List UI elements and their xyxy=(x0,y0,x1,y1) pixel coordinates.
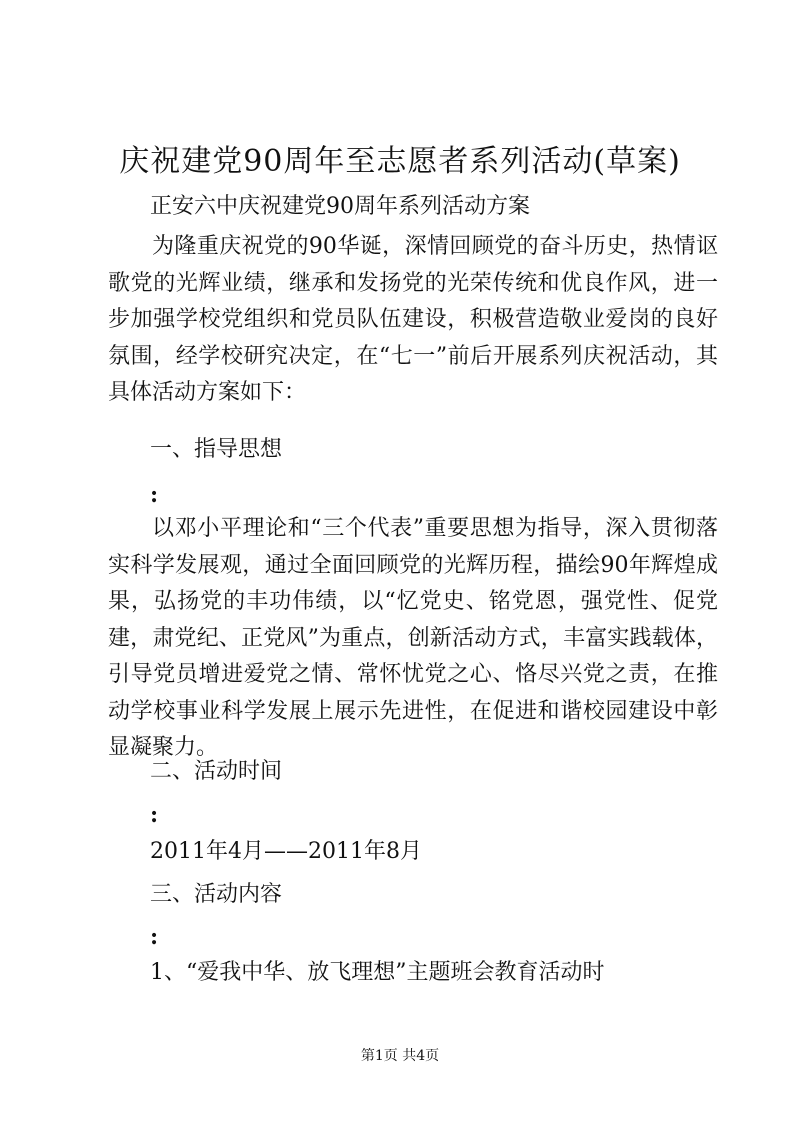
section-heading-guiding-ideology: 一、指导思想 xyxy=(150,437,283,462)
document-title: 庆祝建党90周年至志愿者系列活动(草案) xyxy=(119,144,681,179)
section-colon: : xyxy=(150,924,159,950)
page-footer: 第1页 共4页 xyxy=(360,1048,440,1064)
activity-time-range: 2011年4月——2011年8月 xyxy=(150,839,422,864)
section-heading-activity-time: 二、活动时间 xyxy=(150,759,283,784)
activity-content-item-1: 1、“爱我中华、放飞理想”主题班会教育活动时 xyxy=(150,960,605,985)
section-colon: : xyxy=(150,482,159,508)
section-colon: : xyxy=(150,802,159,828)
section-heading-activity-content: 三、活动内容 xyxy=(150,882,283,907)
document-subtitle: 正安六中庆祝建党90周年系列活动方案 xyxy=(150,194,530,219)
intro-paragraph: 为隆重庆祝党的90华诞，深情回顾党的奋斗历史，热情讴歌党的光辉业绩，继承和发扬党的光荣传统和优良作风，进一步加强学校党组织和党员队伍建设，积极营造敬业爱岗的良好氛围，经学校研究决定，在“七一”前后开展系列庆祝活动，其具体活动方案如下： xyxy=(108,234,718,405)
guiding-ideology-paragraph: 以邓小平理论和“三个代表”重要思想为指导，深入贯彻落实科学发展观，通过全面回顾党的光辉历程，描绘90年辉煌成果，弘扬党的丰功伟绩，以“忆党史、铭党恩，强党性、促党建，肃党纪、正党风”为重点，创新活动方式，丰富实践载体，引导党员增进爱党之情、常怀忧党之心、恪尽兴党之责，在推动学校事业科学发展上展示先进性，在促进和谐校园建设中彰显凝聚力。 xyxy=(108,516,718,760)
